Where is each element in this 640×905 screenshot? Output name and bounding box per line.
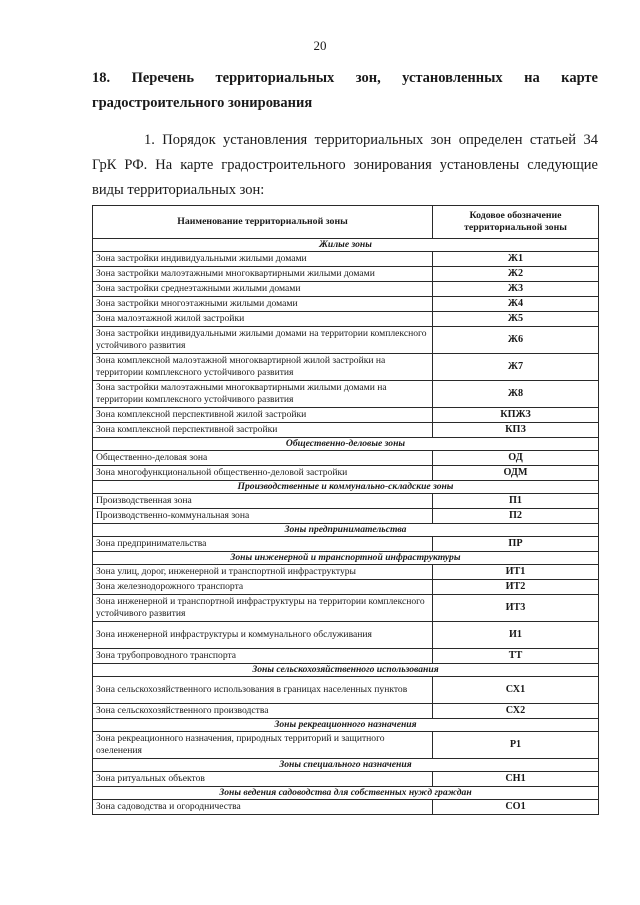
intro-line-3: виды территориальных зон: — [92, 182, 265, 198]
zone-name-cell: Зона застройки многоэтажными жилыми домами — [93, 297, 433, 312]
zone-code-cell: Ж6 — [433, 327, 599, 354]
intro-line-2: ГрК РФ. На карте градостроительного зонирования установлены следующие — [92, 157, 598, 173]
zone-group-title: Жилые зоны — [93, 239, 599, 252]
zone-group-row — [93, 239, 599, 252]
page-number: 20 — [313, 38, 327, 53]
table-row — [93, 267, 599, 282]
zone-code-cell: ОД — [433, 451, 599, 466]
zone-name-cell: Зона улиц, дорог, инженерной и транспортной инфраструктуры — [93, 565, 433, 580]
zone-code-cell: ОДМ — [433, 466, 599, 481]
zone-name-cell: Зона застройки индивидуальными жилыми домами — [93, 252, 433, 267]
zone-code-cell: П2 — [433, 509, 599, 524]
zone-group-row — [93, 787, 599, 800]
table-row — [93, 381, 599, 408]
zone-name-cell: Зона комплексной перспективной застройки — [93, 423, 433, 438]
zone-group-title: Зоны предпринимательства — [93, 524, 599, 537]
zone-code-cell: Ж3 — [433, 282, 599, 297]
zone-group-row — [93, 759, 599, 772]
zone-name-cell: Зона предпринимательства — [93, 537, 433, 552]
table-body — [93, 239, 599, 815]
zone-name-cell: Зона комплексной малоэтажной многоквартирной жилой застройки на территории комплексного устойчивого развития — [93, 354, 433, 381]
zone-code-cell: ИТ1 — [433, 565, 599, 580]
intro-paragraph — [92, 128, 598, 203]
zone-code-cell: СХ2 — [433, 704, 599, 719]
zone-group-row — [93, 524, 599, 537]
table-row — [93, 537, 599, 552]
table-row — [93, 466, 599, 481]
zone-group-title: Зоны рекреационного назначения — [93, 719, 599, 732]
header-zone-name: Наименование территориальной зоны — [93, 206, 433, 239]
table-row — [93, 423, 599, 438]
zone-name-cell: Зона инженерной и транспортной инфраструктуры на территории комплексного устойчивого развития — [93, 595, 433, 622]
zone-group-row — [93, 481, 599, 494]
zone-name-cell: Производственно-коммунальная зона — [93, 509, 433, 524]
zone-name-cell: Зона застройки среднеэтажными жилыми домами — [93, 282, 433, 297]
table-row — [93, 354, 599, 381]
table-row — [93, 580, 599, 595]
zone-code-cell: ИТ3 — [433, 595, 599, 622]
header-zone-code: Кодовое обозначение территориальной зоны — [433, 206, 599, 239]
table-row — [93, 565, 599, 580]
zone-group-row — [93, 552, 599, 565]
zones-table — [92, 205, 599, 815]
zone-name-cell: Зона инженерной инфраструктуры и коммунального обслуживания — [93, 622, 433, 649]
section-heading — [92, 66, 598, 116]
table-row — [93, 327, 599, 354]
zone-code-cell: СН1 — [433, 772, 599, 787]
zone-group-title: Зоны специального назначения — [93, 759, 599, 772]
zone-code-cell: ПР — [433, 537, 599, 552]
table-row — [93, 732, 599, 759]
table-row — [93, 408, 599, 423]
zone-code-cell: Ж4 — [433, 297, 599, 312]
zone-name-cell: Зона застройки малоэтажными многоквартирными жилыми домами на территории комплексного устойчивого развития — [93, 381, 433, 408]
zone-name-cell: Производственная зона — [93, 494, 433, 509]
zone-group-row — [93, 664, 599, 677]
table-row — [93, 312, 599, 327]
zone-name-cell: Зона застройки малоэтажными многоквартирными жилыми домами — [93, 267, 433, 282]
zone-name-cell: Зона малоэтажной жилой застройки — [93, 312, 433, 327]
table-header-row — [93, 206, 599, 239]
table-row — [93, 297, 599, 312]
zone-code-cell: Ж7 — [433, 354, 599, 381]
zone-group-title: Производственные и коммунально-складские зоны — [93, 481, 599, 494]
zone-name-cell: Зона садоводства и огородничества — [93, 800, 433, 815]
zone-code-cell: Ж2 — [433, 267, 599, 282]
zone-name-cell: Зона сельскохозяйственного производства — [93, 704, 433, 719]
table-row — [93, 595, 599, 622]
zone-name-cell: Зона комплексной перспективной жилой застройки — [93, 408, 433, 423]
table-row — [93, 772, 599, 787]
section-heading-line-2: градостроительного зонирования — [92, 95, 313, 111]
zone-code-cell: Ж5 — [433, 312, 599, 327]
zone-code-cell: И1 — [433, 622, 599, 649]
table-row — [93, 451, 599, 466]
zone-name-cell: Зона ритуальных объектов — [93, 772, 433, 787]
zone-code-cell: КПЖЗ — [433, 408, 599, 423]
table-row — [93, 704, 599, 719]
table-row — [93, 649, 599, 664]
zone-name-cell: Зона сельскохозяйственного использования в границах населенных пунктов — [93, 677, 433, 704]
table-row — [93, 622, 599, 649]
zone-name-cell: Зона железнодорожного транспорта — [93, 580, 433, 595]
zone-group-row — [93, 719, 599, 732]
intro-line-1: 1. Порядок установления территориальных зон определен статьей 34 — [144, 132, 598, 148]
zone-group-title: Зоны инженерной и транспортной инфраструктуры — [93, 552, 599, 565]
zone-group-title: Зоны сельскохозяйственного использования — [93, 664, 599, 677]
zone-code-cell: ИТ2 — [433, 580, 599, 595]
zone-code-cell: Р1 — [433, 732, 599, 759]
table-row — [93, 282, 599, 297]
section-heading-line-1: 18. Перечень территориальных зон, установленных на карте — [92, 70, 598, 86]
zone-group-row — [93, 438, 599, 451]
zone-name-cell: Общественно-деловая зона — [93, 451, 433, 466]
zone-code-cell: КПЗ — [433, 423, 599, 438]
table-row — [93, 509, 599, 524]
zone-code-cell: СХ1 — [433, 677, 599, 704]
zone-code-cell: Ж8 — [433, 381, 599, 408]
zone-name-cell: Зона трубопроводного транспорта — [93, 649, 433, 664]
table-row — [93, 800, 599, 815]
zone-code-cell: ТТ — [433, 649, 599, 664]
zone-group-title: Общественно-деловые зоны — [93, 438, 599, 451]
zone-group-title: Зоны ведения садоводства для собственных нужд граждан — [93, 787, 599, 800]
table-row — [93, 252, 599, 267]
zone-code-cell: Ж1 — [433, 252, 599, 267]
table-row — [93, 677, 599, 704]
zone-code-cell: П1 — [433, 494, 599, 509]
zone-name-cell: Зона рекреационного назначения, природных территорий и защитного озеленения — [93, 732, 433, 759]
table-row — [93, 494, 599, 509]
zone-code-cell: СО1 — [433, 800, 599, 815]
zone-name-cell: Зона застройки индивидуальными жилыми домами на территории комплексного устойчивого развития — [93, 327, 433, 354]
zone-name-cell: Зона многофункциональной общественно-деловой застройки — [93, 466, 433, 481]
